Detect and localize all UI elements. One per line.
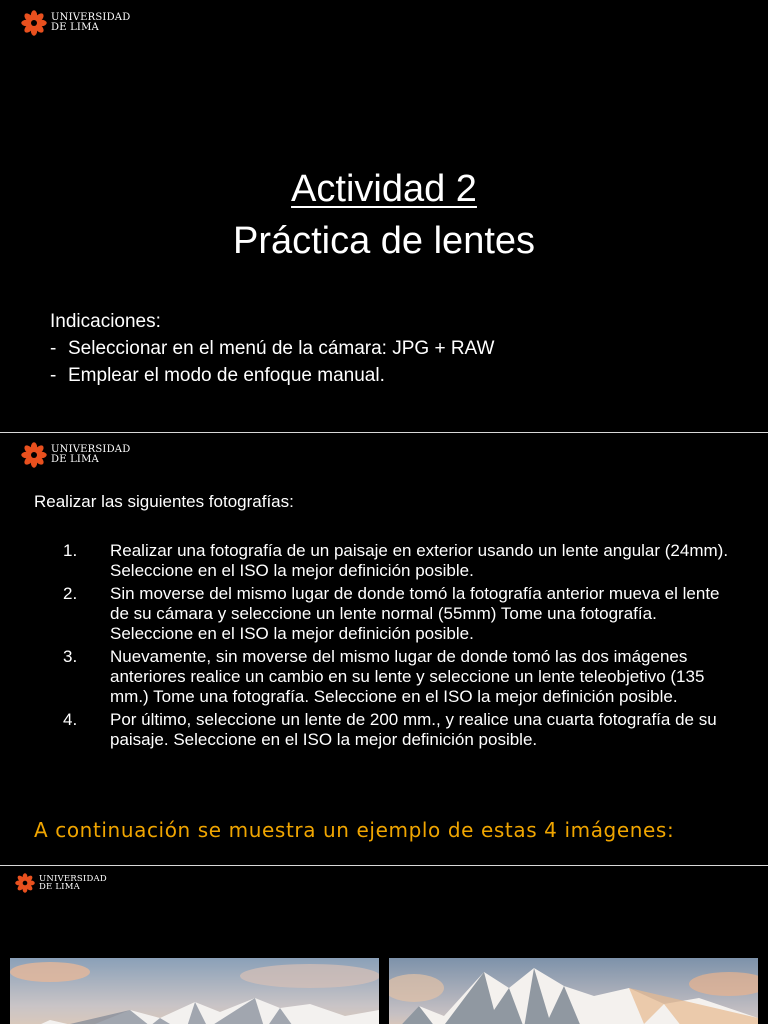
logo-text [51, 445, 130, 465]
slide-1 [0, 0, 768, 432]
flower-logo-icon [21, 10, 47, 36]
logo-line2: DE LIMA [39, 882, 80, 892]
instructions-list [63, 541, 743, 753]
example-photo-wide [10, 958, 379, 1024]
indication-text: Emplear el modo de enfoque manual. [68, 365, 385, 386]
list-text: Sin moverse del mismo lugar de donde tomó la fotografía anterior mueva el lente de su cámara y seleccione un lente normal (55mm) Tome una fotografía. Seleccione en el ISO la mejor definición posible. [110, 584, 720, 643]
university-logo [15, 873, 107, 893]
logo-line2: DE LIMA [51, 22, 99, 33]
slide-2 [0, 433, 768, 865]
slide-title [0, 163, 768, 267]
list-number: 4. [63, 710, 78, 729]
example-note: A continuación se muestra un ejemplo de estas 4 imágenes: [34, 818, 675, 842]
list-number: 2. [63, 584, 78, 603]
list-text: Realizar una fotografía de un paisaje en exterior usando un lente angular (24mm). Seleccione en el ISO la mejor definición posible. [110, 541, 729, 580]
example-photo-normal [389, 958, 758, 1024]
list-number: 3. [63, 647, 78, 666]
logo-line1: UNIVERSIDAD [51, 444, 131, 455]
title-activity: Actividad 2 [291, 168, 477, 210]
logo-line1: UNIVERSIDAD [39, 873, 107, 884]
flower-logo-icon [15, 873, 35, 893]
indications-block [50, 308, 494, 389]
indication-item: - Seleccionar en el menú de la cámara: JPG + RAW [50, 335, 494, 362]
logo-text [39, 875, 107, 892]
flower-logo-icon [21, 442, 47, 468]
instructions-heading: Realizar las siguientes fotografías: [34, 492, 294, 511]
logo-line1: UNIVERSIDAD [51, 12, 131, 23]
mountain-photo [10, 958, 379, 1024]
indication-item: - Emplear el modo de enfoque manual. [50, 362, 494, 389]
indication-text: Seleccionar en el menú de la cámara: JPG + RAW [68, 338, 495, 359]
slide-3 [0, 866, 768, 1024]
indications-label: Indicaciones: [50, 311, 161, 332]
mountain-photo [389, 958, 758, 1024]
university-logo [21, 442, 130, 468]
list-item [63, 541, 743, 581]
university-logo [21, 10, 130, 36]
logo-text [51, 13, 130, 33]
list-item [63, 584, 743, 644]
list-text: Por último, seleccione un lente de 200 mm., y realice una cuarta fotografía de su paisaje. Seleccione en el ISO la mejor definición posible. [110, 710, 717, 749]
logo-line2: DE LIMA [51, 454, 99, 465]
list-item [63, 647, 743, 707]
list-text: Nuevamente, sin moverse del mismo lugar de donde tomó las dos imágenes anteriores realice un cambio en su lente y seleccione un lente teleobjetivo (135 mm.) Tome una fotografía. Seleccione en el ISO la mejor definición posible. [110, 647, 705, 706]
list-item [63, 710, 743, 750]
list-number: 1. [63, 541, 78, 560]
title-subtitle: Práctica de lentes [232, 220, 536, 262]
